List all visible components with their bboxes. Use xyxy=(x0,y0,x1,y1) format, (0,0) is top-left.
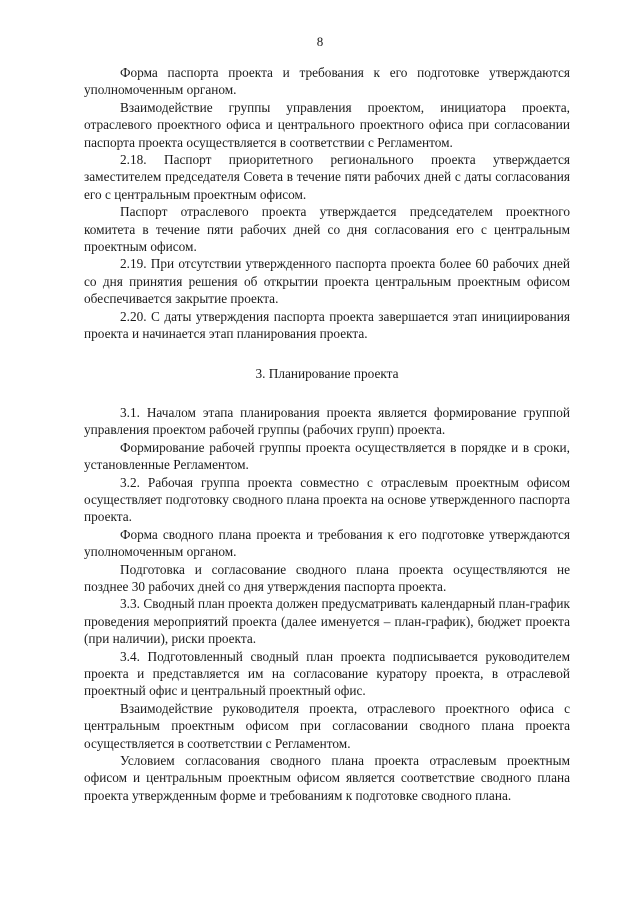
paragraph: 3.1. Началом этапа планирования проекта является формирование группой управления проектом рабочей группы (рабочих групп) проекта. xyxy=(84,404,570,438)
paragraph: Взаимодействие руководителя проекта, отраслевого проектного офиса с центральным проектным офисом при согласовании сводного плана проекта осуществляется в соответствии с Регламентом. xyxy=(84,700,570,751)
paragraph: Паспорт отраслевого проекта утверждается председателем проектного комитета в течение пяти рабочих дней со дня согласования его с центральным проектным офисом. xyxy=(84,204,570,255)
paragraph: Форма паспорта проекта и требования к его подготовке утверждаются уполномоченным органом. xyxy=(84,65,570,98)
page-number: 8 xyxy=(316,34,324,49)
paragraph: 2.18. Паспорт приоритетного регионального проекта утверждается заместителем председателя Совета в течение пяти рабочих дней с даты согласования его с центральным проектным офисом. xyxy=(84,152,570,202)
paragraph: 2.20. С даты утверждения паспорта проекта завершается этап инициирования проекта и начинается этап планирования проекта. xyxy=(84,308,570,342)
paragraph: Форма сводного плана проекта и требования к его подготовке утверждаются уполномоченным органом. xyxy=(84,526,570,560)
paragraph: Взаимодействие группы управления проектом, инициатора проекта, отраслевого проектного офиса и центрального проектного офиса при согласовании паспорта проекта осуществляется в соответствии с Регламентом. xyxy=(84,99,570,150)
section-heading: 3. Планирование проекта xyxy=(255,365,399,381)
paragraph: Условием согласования сводного плана проекта отраслевым проектным офисом и центральным проектным офисом является соответствие сводного плана проекта утвержденным форме и требованиям к подготовке сводного плана. xyxy=(84,753,570,803)
paragraph: 3.3. Сводный план проекта должен предусматривать календарный план-график проведения мероприятий проекта (далее именуется – план-график), бюджет проекта (при наличии), риски проекта. xyxy=(84,596,570,647)
paragraph: 3.2. Рабочая группа проекта совместно с отраслевым проектным офисом осуществляет подготовку сводного плана проекта на основе утвержденного паспорта проекта. xyxy=(84,474,570,525)
paragraph: 3.4. Подготовленный сводный план проекта подписывается руководителем проекта и представляется им на согласование куратору проекта, в отраслевой проектный офис и центральный проектный офис. xyxy=(84,648,570,699)
document-body xyxy=(84,64,570,804)
paragraph: Формирование рабочей группы проекта осуществляется в порядке и в сроки, установленные Регламентом. xyxy=(84,439,570,473)
paragraph: Подготовка и согласование сводного плана проекта осуществляются не позднее 30 рабочих дней со дня утверждения паспорта проекта. xyxy=(84,561,570,594)
paragraph: 2.19. При отсутствии утвержденного паспорта проекта более 60 рабочих дней со дня принятия решения об открытии проекта центральным проектным офисом обеспечивается закрытие проекта. xyxy=(84,256,570,307)
